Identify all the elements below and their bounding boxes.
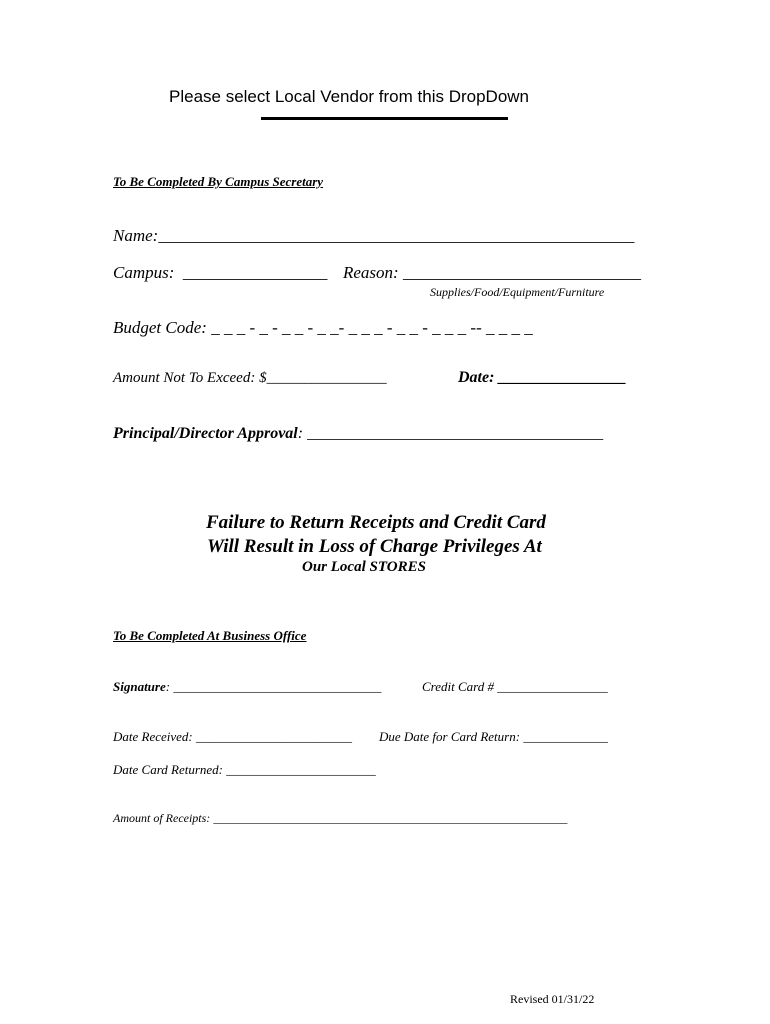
section-heading-business-office: To Be Completed At Business Office	[113, 628, 307, 643]
amount-field[interactable]: $________________	[259, 370, 387, 386]
name-row	[113, 226, 634, 246]
receipts-label: Amount of Receipts:	[113, 811, 211, 825]
date-received-label: Date Received:	[113, 729, 193, 744]
reason-row	[343, 263, 641, 283]
vendor-dropdown-label: Please select Local Vendor from this DropDown	[169, 87, 530, 106]
warning-line-2: Will Result in Loss of Charge Privileges At	[207, 536, 542, 557]
credit-card-row	[422, 679, 608, 695]
campus-label: Campus:	[113, 263, 175, 282]
amount-row	[113, 370, 387, 387]
budget-row	[113, 318, 533, 338]
date-returned-field[interactable]: _______________________	[226, 762, 376, 777]
signature-colon: :	[165, 679, 171, 694]
receipts-row	[113, 811, 567, 826]
vendor-dropdown[interactable]	[261, 117, 508, 120]
revised-date: Revised 01/31/22	[510, 992, 595, 1006]
signature-field[interactable]: ________________________________	[173, 679, 382, 694]
date-returned-label: Date Card Returned:	[113, 762, 223, 777]
name-label: Name:	[113, 226, 159, 245]
warning-line-1: Failure to Return Receipts and Credit Card	[206, 512, 546, 533]
reason-label: Reason:	[343, 263, 399, 282]
reason-hint: Supplies/Food/Equipment/Furniture	[430, 285, 605, 299]
receipts-field[interactable]: ___________________________________________________________	[213, 811, 568, 825]
approval-colon: :	[297, 425, 304, 442]
due-date-row	[379, 729, 608, 745]
section-heading-campus-secretary: To Be Completed By Campus Secretary	[113, 174, 324, 189]
date-label: Date:	[458, 369, 495, 386]
approval-field[interactable]: _____________________________________	[307, 425, 604, 442]
campus-field[interactable]: _________________	[182, 263, 328, 282]
date-returned-row	[113, 762, 376, 778]
due-date-label: Due Date for Card Return:	[379, 729, 521, 744]
signature-row	[113, 679, 381, 695]
budget-code-field[interactable]: _ _ _ - _ - _ _ - _ _- _ _ _ - _ _ - _ _ _ -- _ _ _ _	[211, 318, 533, 337]
campus-row	[113, 263, 327, 283]
date-received-field[interactable]: ________________________	[196, 729, 353, 744]
date-field[interactable]: ________________	[498, 369, 627, 386]
credit-card-field[interactable]: _________________	[497, 679, 608, 694]
date-row	[458, 369, 626, 387]
date-received-row	[113, 729, 352, 745]
due-date-field[interactable]: _____________	[523, 729, 608, 744]
budget-label: Budget Code:	[113, 318, 207, 337]
reason-field[interactable]: ____________________________	[402, 263, 641, 282]
credit-card-label: Credit Card #	[422, 679, 494, 694]
approval-row	[113, 425, 603, 443]
warning-line-3: Our Local STORES	[302, 559, 426, 575]
approval-label: Principal/Director Approval	[113, 425, 298, 442]
signature-label: Signature	[113, 679, 166, 694]
amount-label: Amount Not To Exceed:	[113, 370, 256, 386]
name-field[interactable]: ________________________________________________________	[158, 226, 635, 245]
